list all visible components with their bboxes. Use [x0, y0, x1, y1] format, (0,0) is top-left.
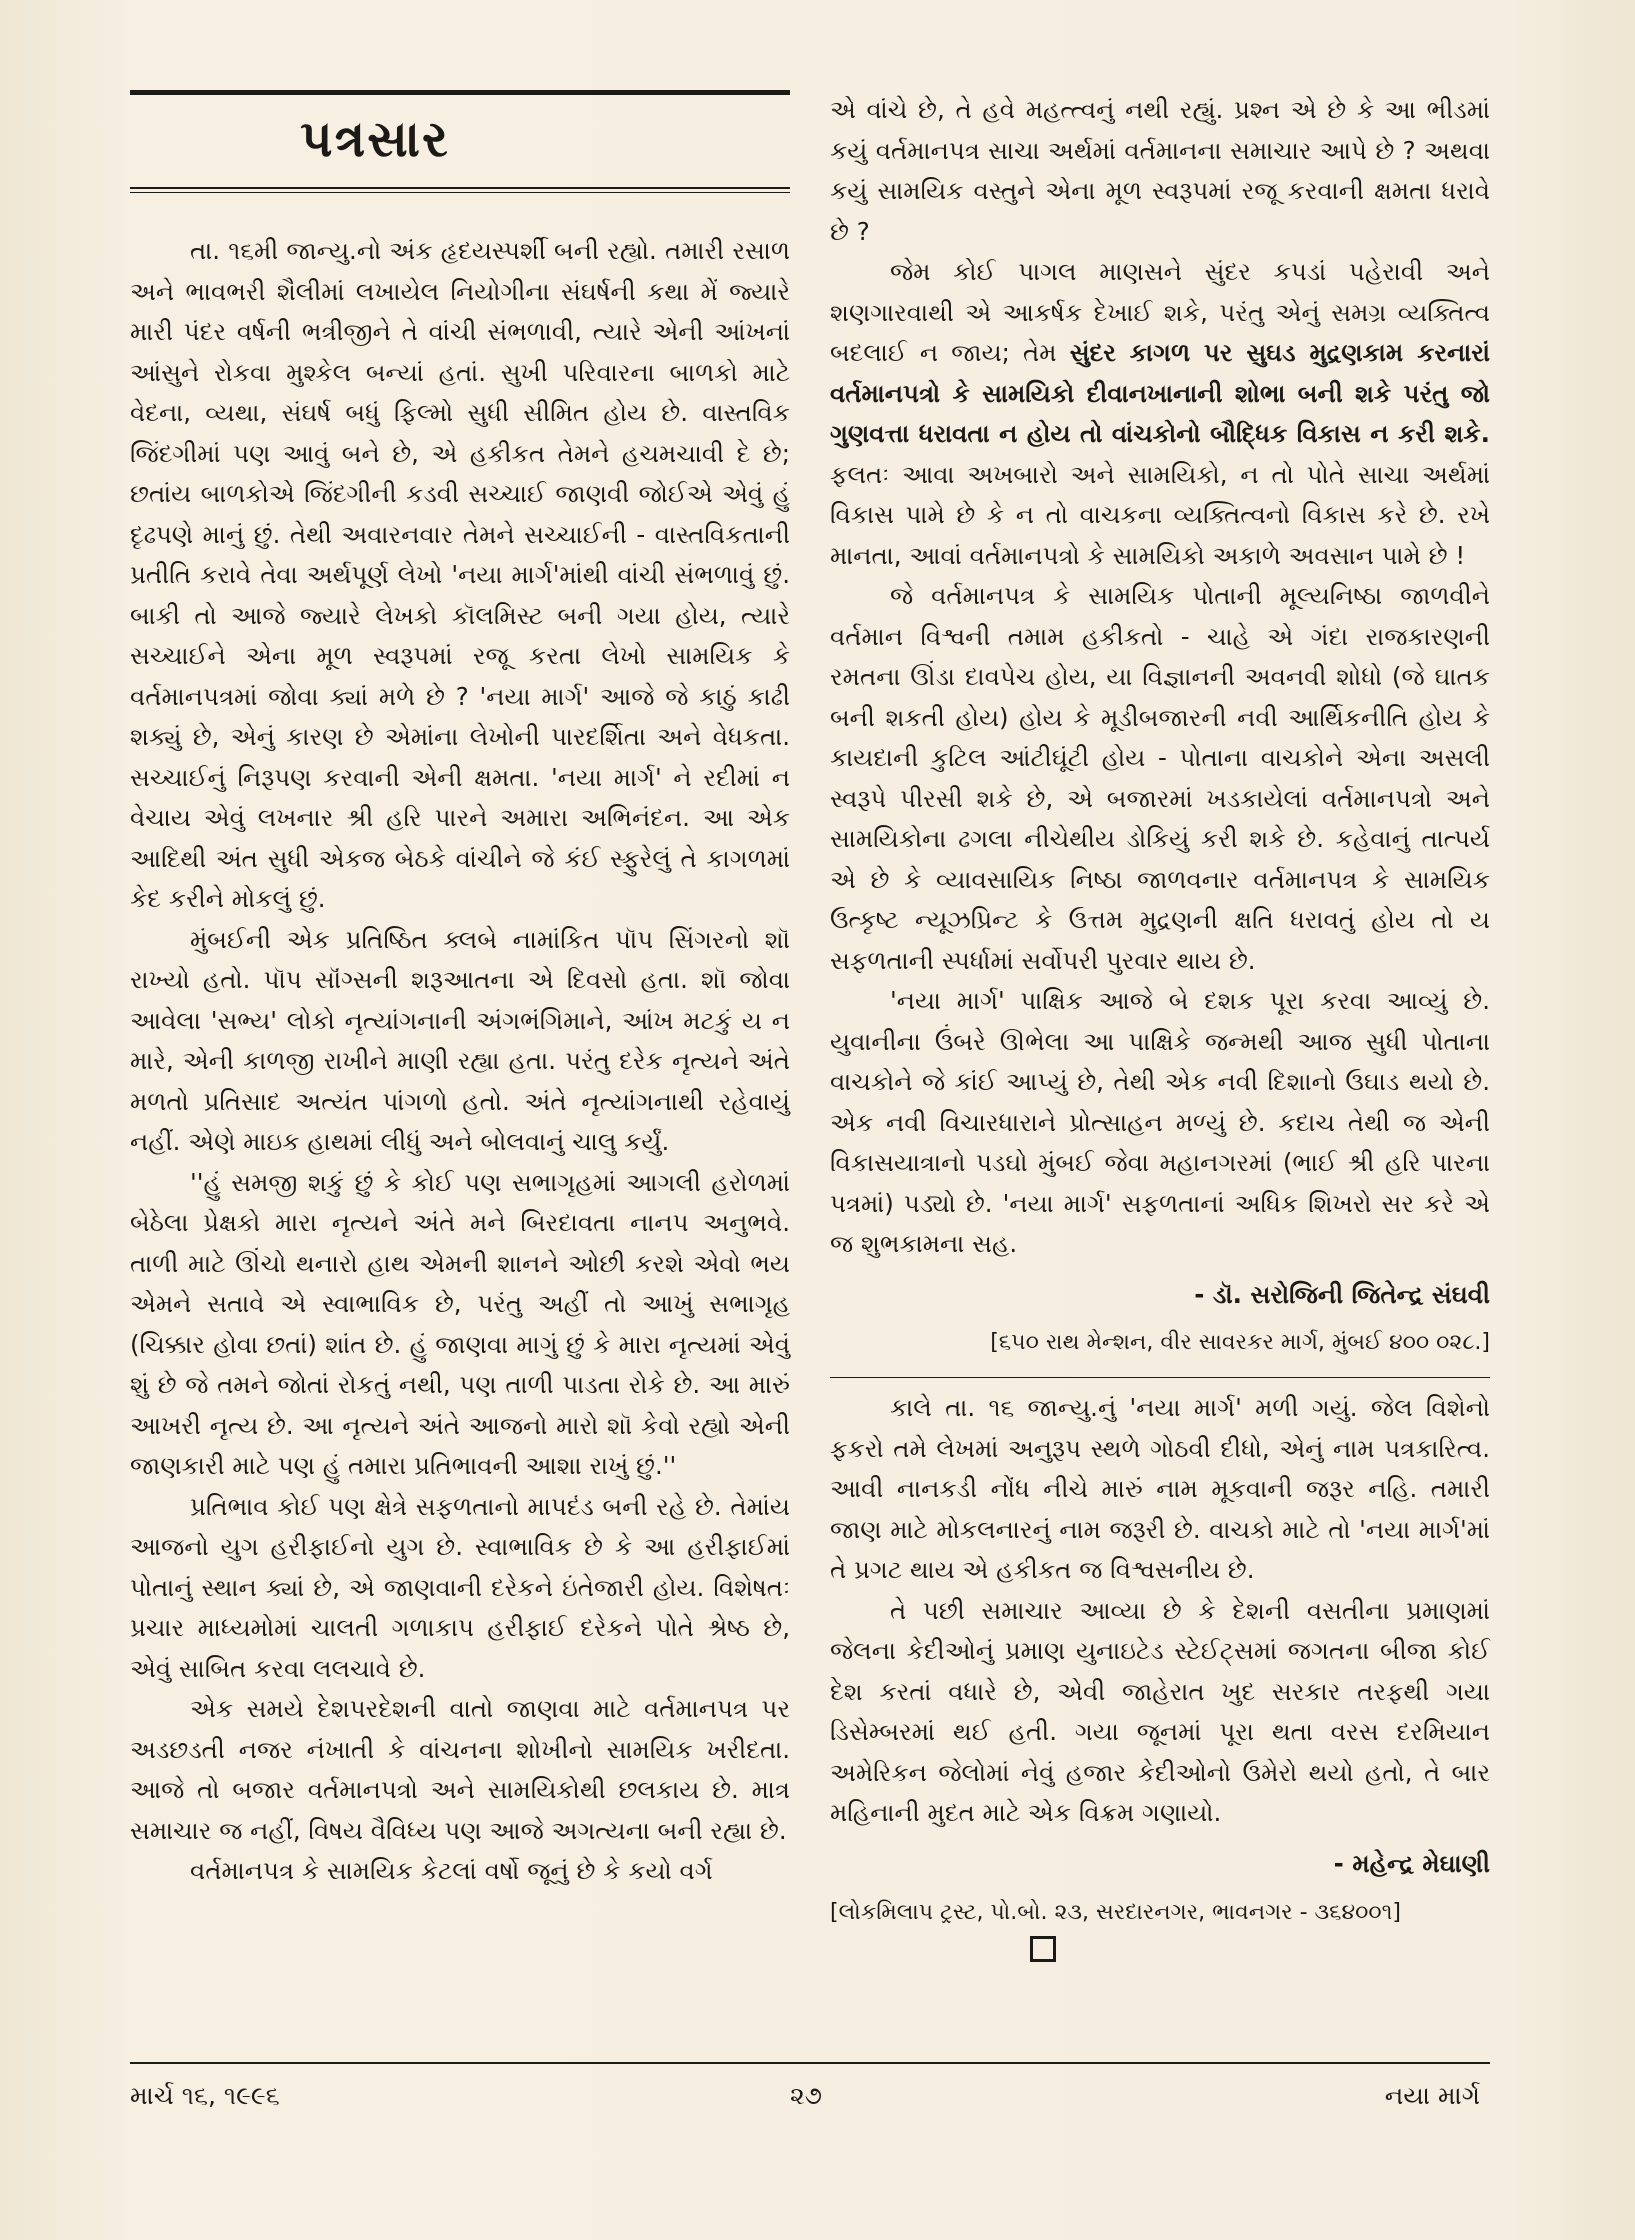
letter1-continued-paragraph: એ વાંચે છે, તે હવે મહત્ત્વનું નથી રહ્યું. પ્રશ્ન એ છે કે આ ભીડમાં કયું વર્તમાનપત્ર સાચા અર્થમાં વર્તમાનના સમાચાર આપે છે ? અથવા કયું સામયિક વસ્તુને એના મૂળ સ્વરૂપમાં રજૂ કરવાની ક્ષમતા ધરાવે છે ?	[830, 95, 1490, 246]
letter1-bold-segment: સુંદર કાગળ પર સુઘડ મુદ્રણકામ કરનારાં વર્તમાનપત્રો કે સામયિકો દીવાનખાનાની શોભા બની શકે પરંતુ જો ગુણવત્તા ધરાવતા ન હોય તો વાંચકોનો બૌદ્ધિક વિકાસ ન કરી શકે.	[830, 338, 1490, 448]
right-column	[830, 90, 1490, 1970]
page-title: પત્રસાર	[300, 110, 450, 168]
letter1-address: [૬૫૦ રાથ મેન્શન, વીર સાવરકર માર્ગ, મુંબઈ ૪૦૦ ૦૨૮.]	[990, 1330, 1490, 1355]
letter1-continued-paragraph: 'નયા માર્ગ' પાક્ષિક આજે બે દશક પૂરા કરવા આવ્યું છે. યુવાનીના ઉંબરે ઊભેલા આ પાક્ષિકે જન્મથી આજ સુધી પોતાના વાચકોને જે કાંઈ આપ્યું છે, તેથી એક નવી દિશાનો ઉઘાડ થયો છે. એક નવી વિચારધારાને પ્રોત્સાહન મળ્યું છે. કદાચ તેથી જ એની વિકાસયાત્રાનો પડઘો મુંબઈ જેવા મહાનગરમાં (ભાઈ શ્રી હરિ પારના પત્રમાં) પડ્યો છે. 'નયા માર્ગ' સફળતાનાં અધિક શિખરો સર કરે એ જ શુભકામના સહ.	[830, 986, 1490, 1258]
letter1-paragraph: પ્રતિભાવ કોઈ પણ ક્ષેત્રે સફળતાનો માપદંડ બની રહે છે. તેમાંય આજનો યુગ હરીફાઈનો યુગ છે. સ્વાભાવિક છે કે આ હરીફાઈમાં પોતાનું સ્થાન ક્યાં છે, એ જાણવાની દરેકને ઇંતેજારી હોય. વિશેષતઃ પ્રચાર માધ્યમોમાં ચાલતી ગળાકાપ હરીફાઈ દરેકને પોતે શ્રેષ્ઠ છે, એવું સાબિત કરવા લલચાવે છે.	[130, 1491, 790, 1683]
letter1-text-segment: ફલતઃ આવા અખબારો અને સામયિકો, ન તો પોતે સાચા અર્થમાં વિકાસ પામે છે કે ન તો વાચકના વ્યક્તિત્વનો વિકાસ કરે છે. રખે માનતા, આવાં વર્તમાનપત્રો કે સામયિકો અકાળે અવસાન પામે છે !	[830, 459, 1490, 570]
letter1-continued-paragraph	[830, 252, 1490, 576]
letter-divider	[830, 1377, 1490, 1378]
letter1-paragraph: વર્તમાનપત્ર કે સામયિક કેટલાં વર્ષો જૂનું છે કે કયો વર્ગ	[190, 1856, 713, 1885]
letter2-paragraph: કાલે તા. ૧૬ જાન્યુ.નું 'નયા માર્ગ' મળી ગયું. જેલ વિશેનો ફકરો તમે લેખમાં અનુરૂપ સ્થળે ગોઠવી દીધો, એનું નામ પત્રકારિત્વ. આવી નાનકડી નોંધ નીચે મારું નામ મૂકવાની જરૂર નહિ. તમારી જાણ માટે મોકલનારનું નામ જરૂરી છે. વાચકો માટે તો 'નયા માર્ગ'માં તે પ્રગટ થાય એ હકીકત જ વિશ્વસનીય છે.	[830, 1393, 1490, 1584]
letter2-signature: - મહેન્દ્ર મેઘાણી	[1333, 1848, 1490, 1878]
letter2-paragraph: તે પછી સમાચાર આવ્યા છે કે દેશની વસતીના પ્રમાણમાં જેલના કેદીઓનું પ્રમાણ યુનાઇટેડ સ્ટેઈટ્સમાં જગતના બીજા કોઈ દેશ કરતાં વધારે છે, એવી જાહેરાત ખુદ સરકાર તરફથી ગયા ડિસેમ્બરમાં થઈ હતી. ગયા જૂનમાં પૂરા થતા વરસ દરમિયાન અમેરિકન જેલોમાં નેવું હજાર કેદીઓનો ઉમેરો થયો હતો, તે બાર મહિનાની મુદત માટે એક વિક્રમ ગણાયો.	[830, 1595, 1490, 1827]
letter1-text-segment: જેમ કોઈ પાગલ માણસને સુંદર કપડાં પહેરાવી અને શણગારવાથી એ આકર્ષક દેખાઈ શકે, પરંતુ એનું સમગ્ર વ્યક્તિત્વ બદલાઈ ન જાય; તેમ	[830, 257, 1490, 367]
footer-page-number: ૨૭	[790, 2081, 823, 2110]
page-footer	[130, 2076, 1480, 2116]
letter1-signature: - ડૉ. સરોજિની જિતેન્દ્ર સંઘવી	[1194, 1279, 1490, 1309]
letter1-paragraph: તા. ૧૬મી જાન્યુ.નો અંક હૃદયસ્પર્શી બની રહ્યો. તમારી રસાળ અને ભાવભરી શૈલીમાં લખાયેલ નિયોગીના સંઘર્ષની કથા મેં જ્યારે મારી પંદર વર્ષની ભત્રીજીને તે વાંચી સંભળાવી, ત્યારે એની આંખનાં આંસુને રોકવા મુશ્કેલ બન્યાં હતાં. સુખી પરિવારના બાળકો માટે વેદના, વ્યથા, સંઘર્ષ બધું ફિલ્મો સુધી સીમિત હોય છે. વાસ્તવિક જિંદગીમાં પણ આવું બને છે, એ હકીકત તેમને હચમચાવી દે છે; છતાંય બાળકોએ જિંદગીની કડવી સચ્ચાઈ જાણવી જોઈએ એવું હું દૃઢપણે માનું છું. તેથી અવારનવાર તેમને સચ્ચાઈની - વાસ્તવિકતાની પ્રતીતિ કરાવે તેવા અર્થપૂર્ણ લેખો 'નયા માર્ગ'માંથી વાંચી સંભળાવું છું. બાકી તો આજે જ્યારે લેખકો કૉલમિસ્ટ બની ગયા હોય, ત્યારે સચ્ચાઈને એના મૂળ સ્વરૂપમાં રજૂ કરતા લેખો સામયિક કે વર્તમાનપત્રમાં જોવા ક્યાં મળે છે ? 'નયા માર્ગ' આજે જે કાઠું કાઢી શક્યું છે, એનું કારણ છે એમાંના લેખોની પારદર્શિતા અને વેધકતા. સચ્ચાઈનું નિરૂપણ કરવાની એની ક્ષમતા. 'નયા માર્ગ' ને રદીમાં ન વેચાય એવું લખનાર શ્રી હરિ પારને અમારા અભિનંદન. આ એક આદિથી અંત સુધી એકજ બેઠકે વાંચીને જે કંઈ સ્ફુરેલું તે કાગળમાં કેદ કરીને મોકલું છું.	[130, 236, 790, 913]
left-column	[130, 90, 790, 1892]
title-block	[130, 95, 790, 187]
end-mark-icon	[1030, 1936, 1056, 1962]
footer-rule	[130, 2062, 1490, 2064]
letter1-paragraph: એક સમયે દેશપરદેશની વાતો જાણવા માટે વર્તમાનપત્ર પર અડછડતી નજર નંખાતી કે વાંચનના શોખીનો સામયિક ખરીદતા. આજે તો બજાર વર્તમાનપત્રો અને સામયિકોથી છલકાય છે. માત્ર સમાચાર જ નહીં, વિષય વૈવિધ્ય પણ આજે અગત્યના બની રહ્યા છે.	[130, 1694, 790, 1845]
letter2-address-text: [લોકમિલાપ ટ્રસ્ટ, પો.બો. ૨૩, સરદારનગર, ભાવનગર - ૩૬૪૦૦૧]	[830, 1900, 1401, 1925]
letter2-address	[830, 1894, 1490, 1970]
title-bottom-rule-2	[130, 192, 790, 193]
footer-date: માર્ચ ૧૬, ૧૯૯૬	[130, 2081, 280, 2110]
letter1-paragraph: મુંબઈની એક પ્રતિષ્ઠિત ક્લબે નામાંકિત પૉપ સિંગરનો શૉ રાખ્યો હતો. પૉપ સૉંગ્સની શરૂઆતના એ દિવસો હતા. શૉ જોવા આવેલા 'સભ્ય' લોકો નૃત્યાંગનાની અંગભંગિમાને, આંખ મટકું ય ન મારે, એની કાળજી રાખીને માણી રહ્યા હતા. પરંતુ દરેક નૃત્યને અંતે મળતો પ્રતિસાદ અત્યંત પાંગળો હતો. અંતે નૃત્યાંગનાથી રહેવાયું નહીં. એણે માઇક હાથમાં લીધું અને બોલવાનું ચાલુ કર્યું.	[130, 924, 790, 1156]
footer-magazine-name: નયા માર્ગ	[1384, 2081, 1480, 2110]
title-bottom-rule	[130, 187, 790, 189]
letter1-paragraph: ''હું સમજી શકું છું કે કોઈ પણ સભાગૃહમાં આગલી હરોળમાં બેઠેલા પ્રેક્ષકો મારા નૃત્યને અંતે મને બિરદાવતા નાનપ અનુભવે. તાળી માટે ઊંચો થનારો હાથ એમની શાનને ઓછી કરશે એવો ભય એમને સતાવે એ સ્વાભાવિક છે, પરંતુ અહીં તો આખું સભાગૃહ (ચિક્કાર હોવા છતાં) શાંત છે. હું જાણવા માગું છું કે મારા નૃત્યમાં એવું શું છે જે તમને જોતાં રોકતું નથી, પણ તાળી પાડતા રોકે છે. આ મારું આખરી નૃત્ય છે. આ નૃત્યને અંતે આજનો મારો શૉ કેવો રહ્યો એની જાણકારી માટે પણ હું તમારા પ્રતિભાવની આશા રાખું છું.''	[130, 1167, 790, 1480]
letter1-continued-paragraph: જે વર્તમાનપત્ર કે સામયિક પોતાની મૂલ્યનિષ્ઠા જાળવીને વર્તમાન વિશ્વની તમામ હકીકતો - ચાહે એ ગંદા રાજકારણની રમતના ઊંડા દાવપેચ હોય, યા વિજ્ઞાનની અવનવી શોધો (જે ઘાતક બની શકતી હોય) હોય કે મૂડીબજારની નવી આર્થિકનીતિ હોય કે કાયદાની કુટિલ આંટીઘૂંટી હોય - પોતાના વાચકોને એના અસલી સ્વરૂપે પીરસી શકે છે, એ બજારમાં ખડકાયેલાં વર્તમાનપત્રો અને સામયિકોના ઢગલા નીચેથીય ડોકિયું કરી શકે છે. કહેવાનું તાત્પર્ય એ છે કે વ્યાવસાયિક નિષ્ઠા જાળવનાર વર્તમાનપત્ર કે સામયિક ઉત્કૃષ્ટ ન્યૂઝપ્રિન્ટ કે ઉત્તમ મુદ્રણની ક્ષતિ ધરાવતું હોય તો ય સફળતાની સ્પર્ધામાં સર્વોપરી પુરવાર થાય છે.	[830, 581, 1490, 975]
